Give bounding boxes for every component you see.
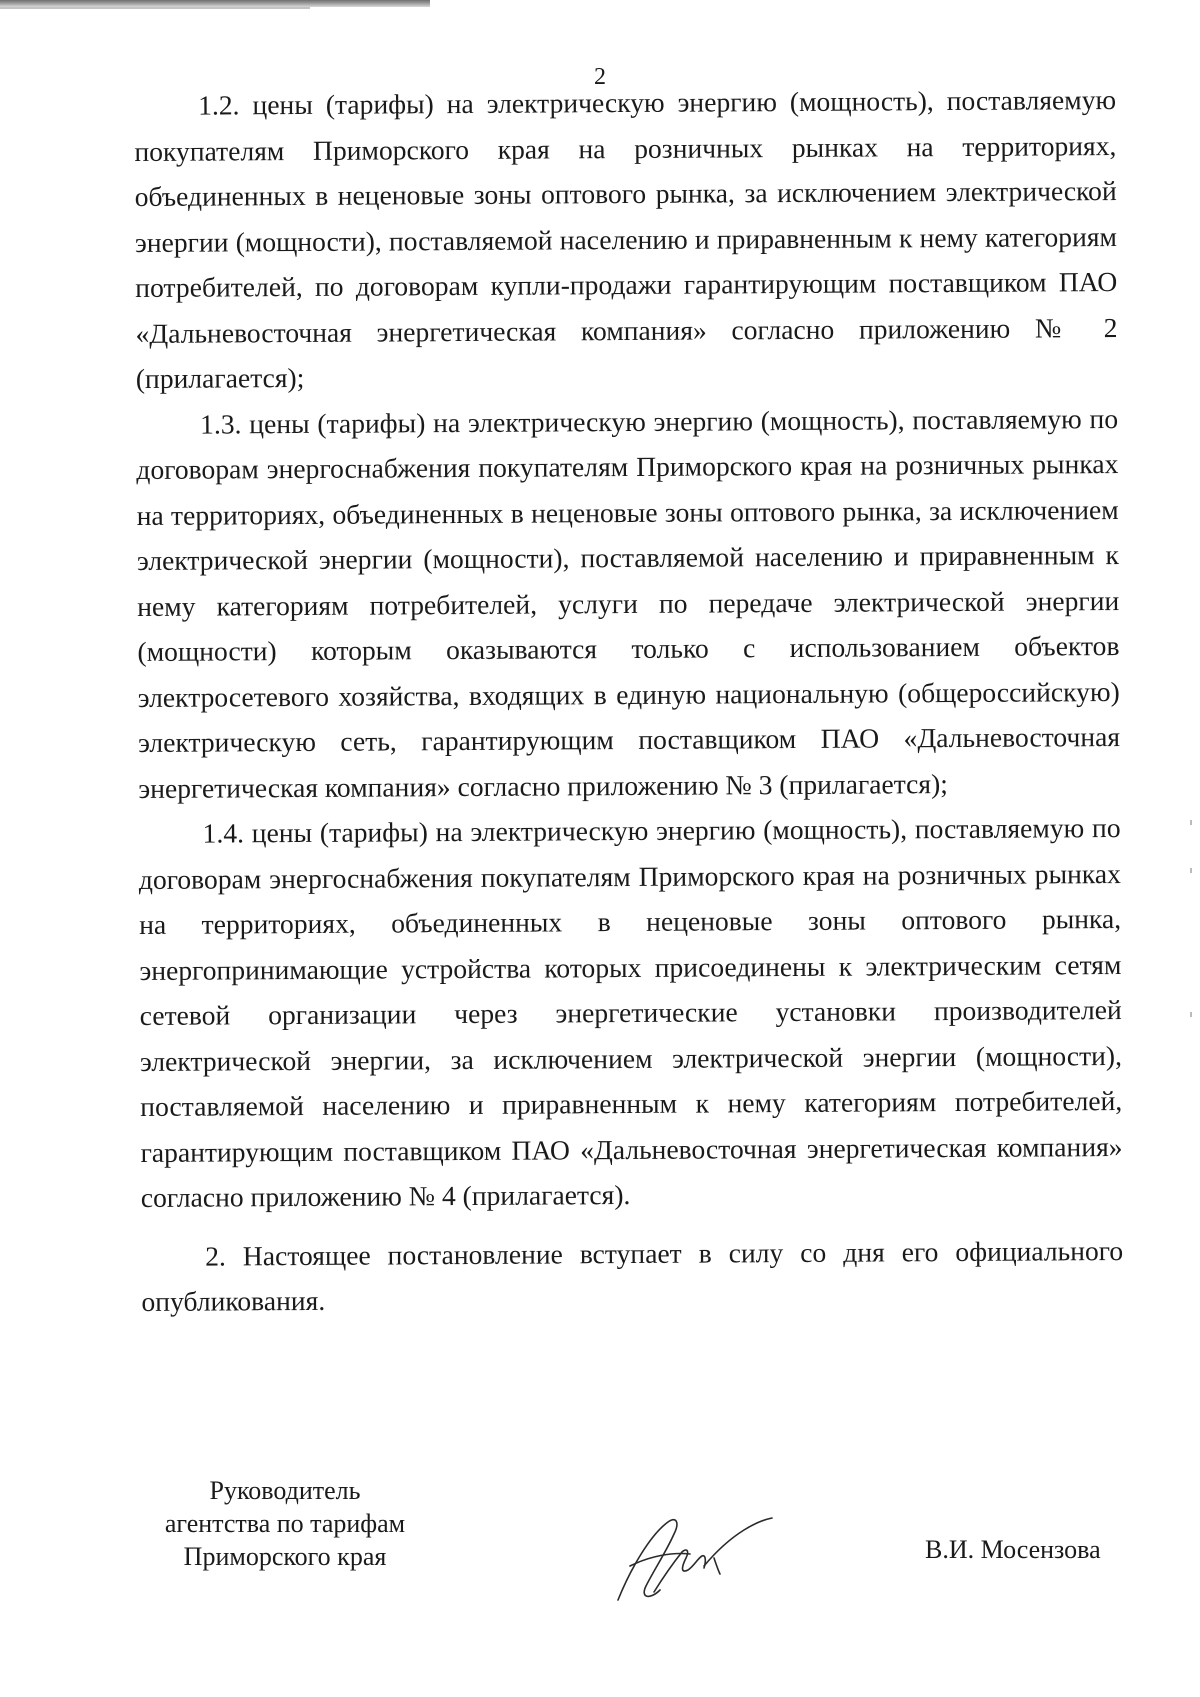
scan-edge-line bbox=[0, 7, 310, 9]
scan-speck bbox=[1190, 820, 1192, 825]
signer-title-line: Приморского края bbox=[183, 1542, 387, 1571]
signer-title-line: Руководитель bbox=[209, 1476, 361, 1505]
signer-name: В.И. Мосензова bbox=[925, 1535, 1101, 1564]
scan-speck bbox=[1190, 1012, 1192, 1017]
paragraph-2: 2. Настоящее постановление вступает в силу со дня его официального опубликования. bbox=[141, 1234, 1124, 1317]
paragraph-1-2: 1.2. цены (тарифы) на электрическую энергию (мощность), поставляемую покупателям Приморского края на розничных рынках на территориях, объединенных в неценовые зоны оптового рынка, за исключением электрической энергии (мощности), поставляемой населению и приравненным к нему категориям потребителей, по договорам купли-продажи гарантирующим поставщиком ПАО «Дальневосточная энергетическая компания» согласно приложению № 2 (прилагается); bbox=[134, 84, 1118, 394]
page-number: 2 bbox=[594, 64, 606, 90]
scan-edge-shadow bbox=[0, 0, 430, 7]
scan-speck bbox=[1190, 868, 1192, 873]
paragraph-1-3: 1.3. цены (тарифы) на электрическую энергию (мощность), поставляемую по договорам энергоснабжения покупателям Приморского края на розничных рынках на территориях, объединенных в неценовые зоны оптового рынка, за исключением электрической энергии (мощности), поставляемой населению и приравненным к нему категориям потребителей, услуги по передаче электрической энергии (мощности) которым оказываются только с использованием объектов электросетевого хозяйства, входящих в единую национальную (общероссийскую) электрическую сеть, гарантирующим поставщиком ПАО «Дальневосточная энергетическая компания» согласно приложению № 3 (прилагается); bbox=[136, 402, 1121, 804]
paragraph-1-4: 1.4. цены (тарифы) на электрическую энергию (мощность), поставляемую по договорам энергоснабжения покупателям Приморского края на розничных рынках на территориях, объединенных в неценовые зоны оптового рынка, энергопринимающие устройства которых присоединены к электрическим сетям сетевой организации через энергетические установки производителей электрической энергии, за исключением электрической энергии (мощности), поставляемой населению и приравненным к нему категориям потребителей, гарантирующим поставщиком ПАО «Дальневосточная энергетическая компания» согласно приложению № 4 (прилагается). bbox=[138, 811, 1123, 1213]
handwritten-signature bbox=[610, 1500, 780, 1620]
signer-title-line: агентства по тарифам bbox=[164, 1509, 406, 1538]
document-body bbox=[134, 77, 1124, 1324]
signer-title bbox=[140, 1474, 430, 1573]
